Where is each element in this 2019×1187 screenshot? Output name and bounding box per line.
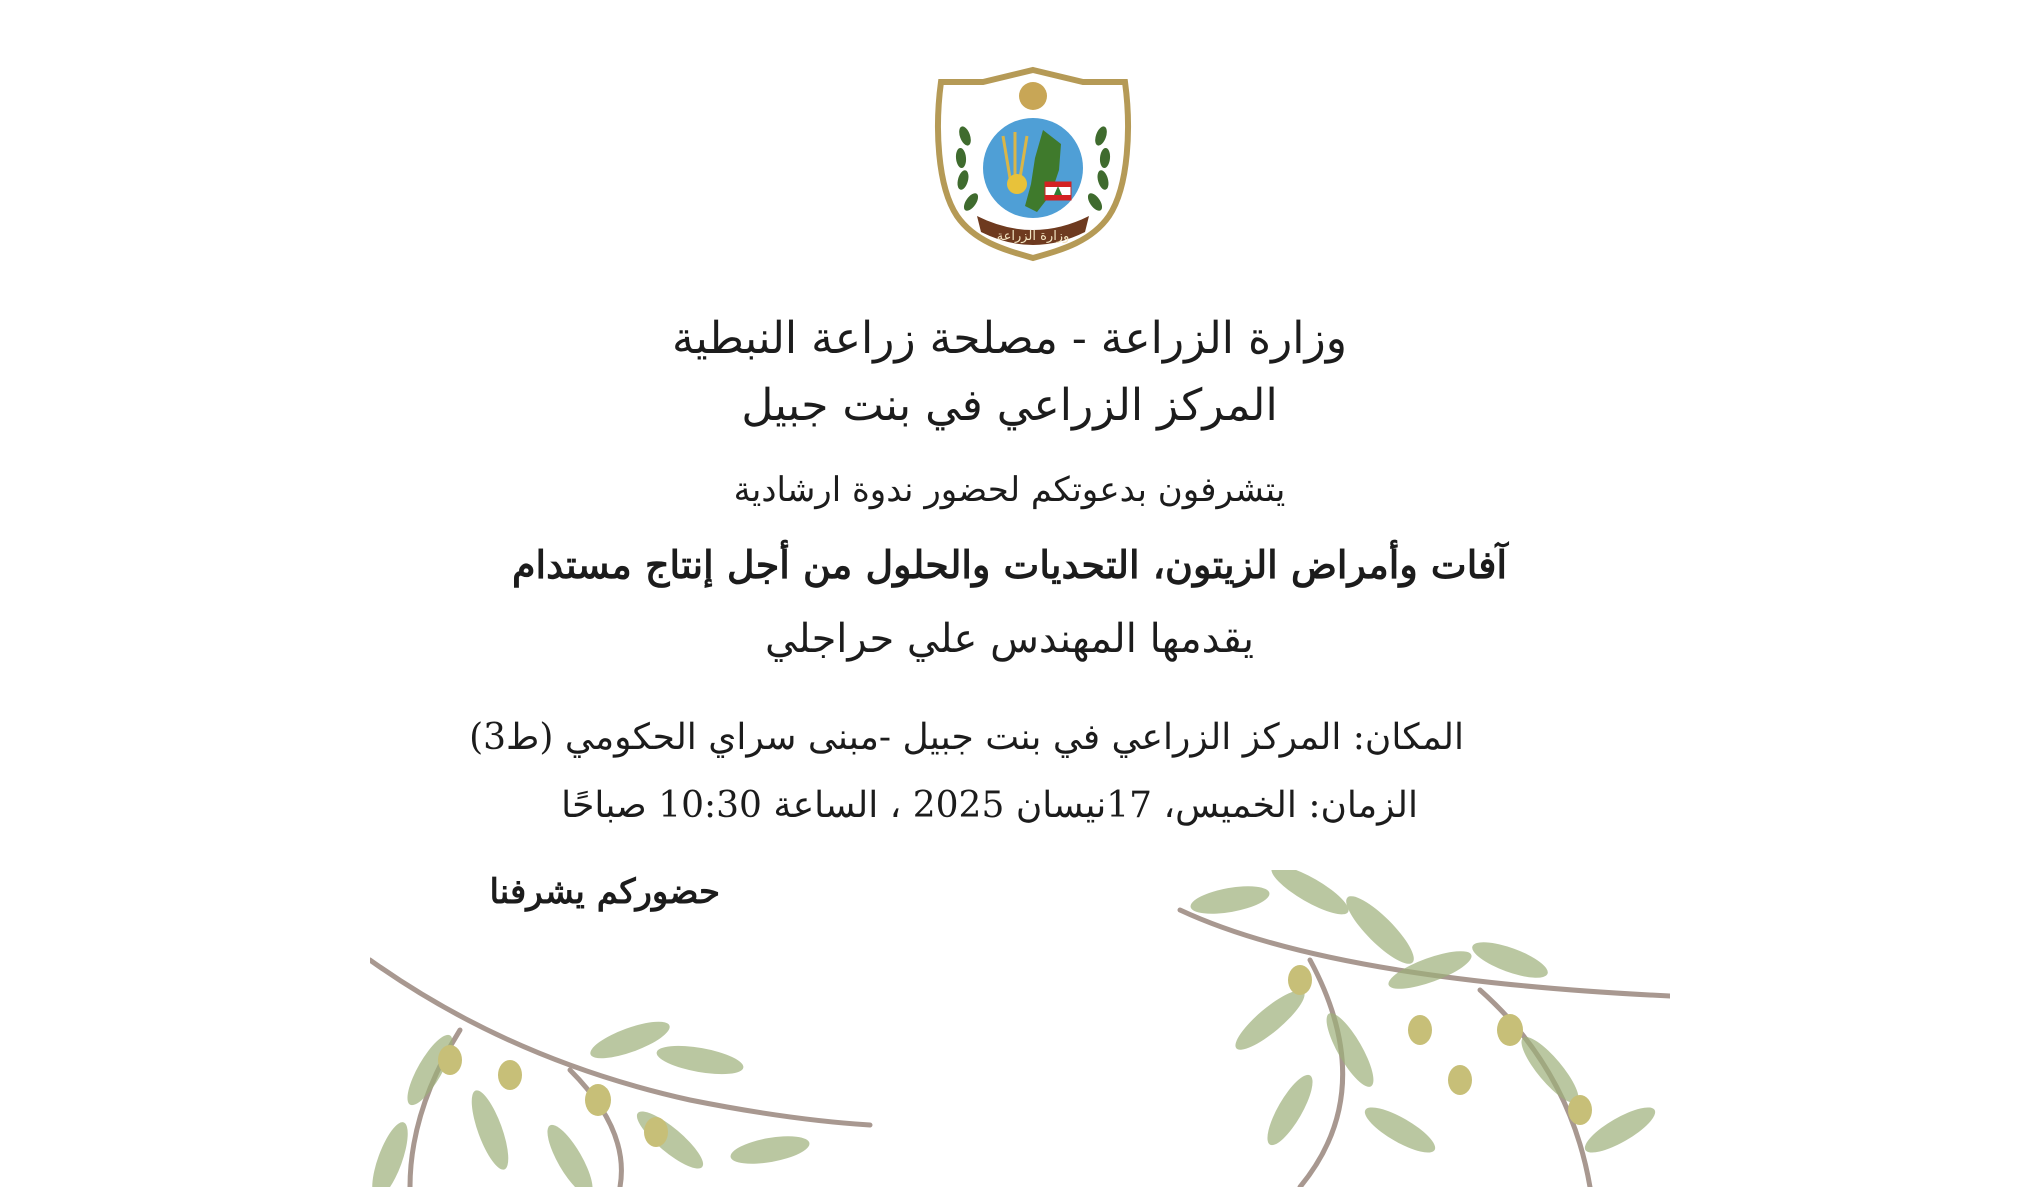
time-row [561,785,1418,826]
time-label: الزمان: [1308,785,1418,826]
location-row [469,717,1464,758]
time-value: الخميس، 17نيسان 2025 ، الساعة 10:30 صباحًا [561,785,1297,826]
seminar-title: آفات وأمراض الزيتون، التحديات والحلول من أجل إنتاج مستدام [512,542,1507,587]
presenter: يقدمها المهندس علي حراجلي [765,616,1254,662]
invite-text: يتشرفون بدعوتكم لحضور ندوة ارشادية [733,470,1286,510]
logo-caption: وزارة الزراعة [996,229,1070,244]
heading-ministry: وزارة الزراعة - مصلحة زراعة النبطية [671,313,1348,364]
location-value: المركز الزراعي في بنت جبيل -مبنى سراي الحكومي (ط3) [469,717,1342,758]
olive-branch-right [1150,870,1670,1187]
ministry-logo [933,66,1133,262]
location-label: المكان: [1352,717,1464,758]
olive-branch-left [370,950,890,1187]
closing-text: حضوركم يشرفنا [489,872,720,912]
heading-center: المركز الزراعي في بنت جبيل [741,380,1278,431]
